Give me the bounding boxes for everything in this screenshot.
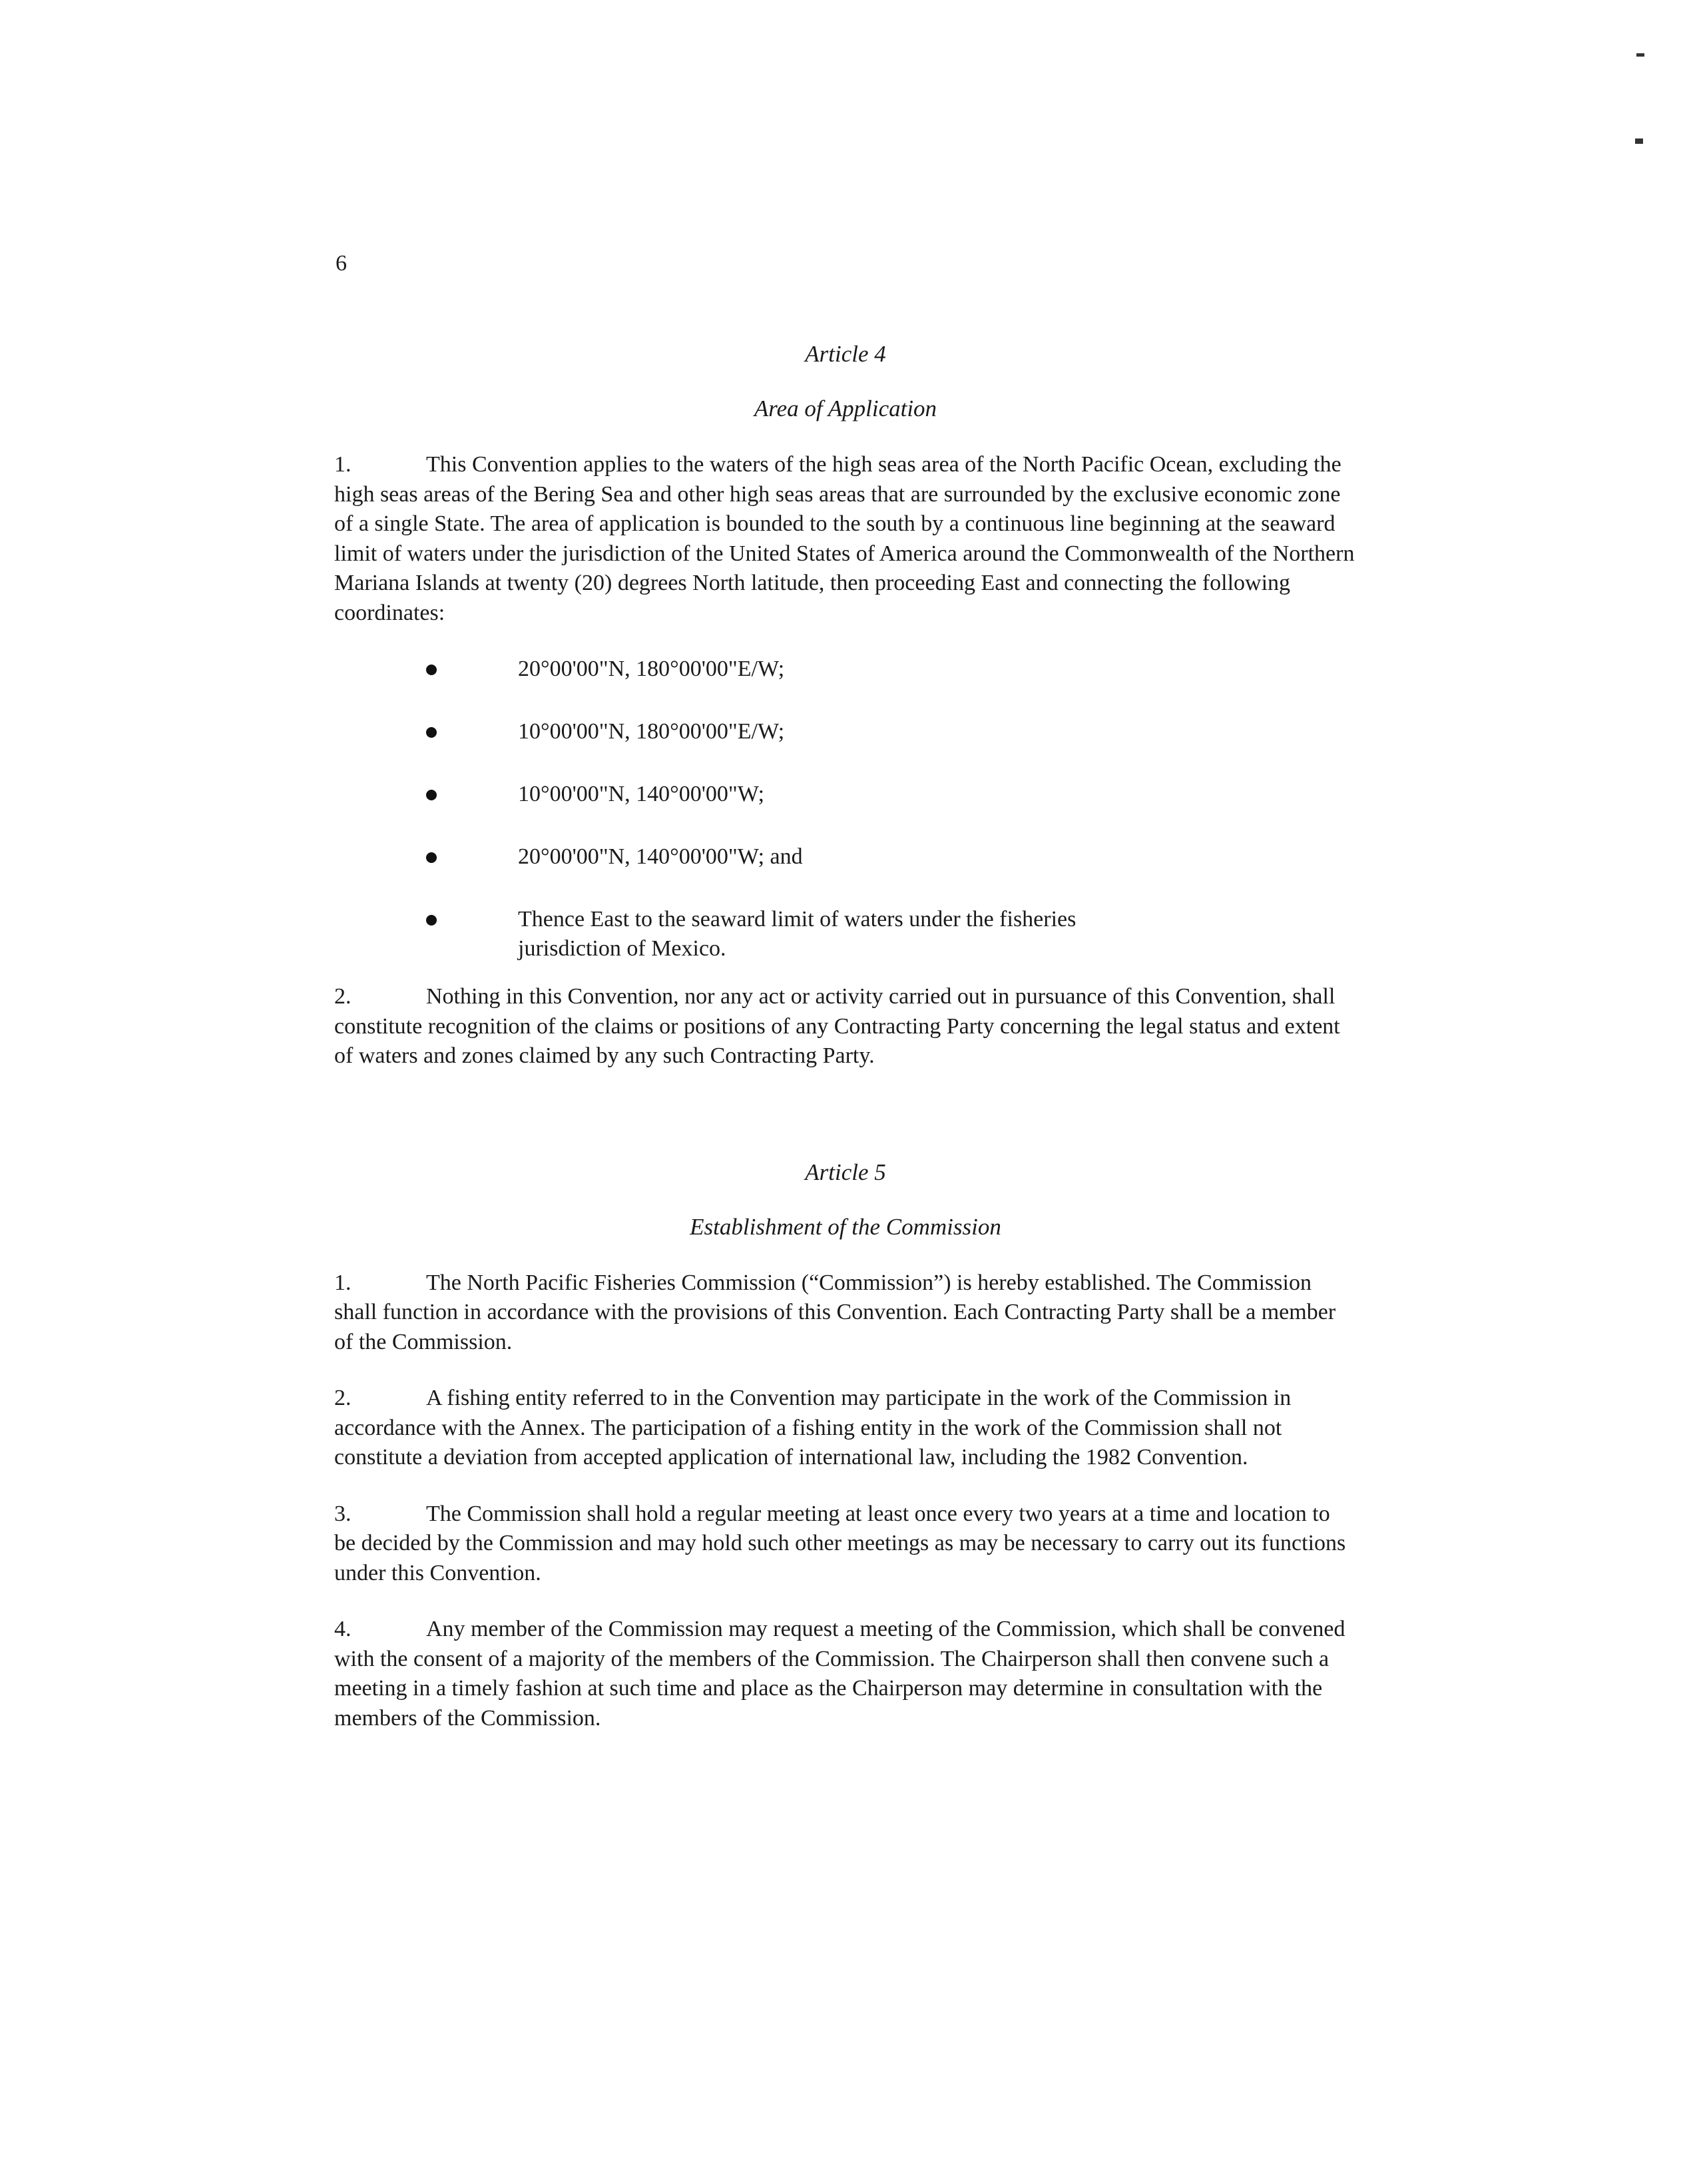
list-item xyxy=(334,655,1090,684)
list-item xyxy=(334,780,1090,809)
coordinate-text: 20°00'00"N, 180°00'00"E/W; xyxy=(518,657,785,681)
list-item xyxy=(334,905,1090,963)
paragraph xyxy=(334,1384,1357,1473)
scan-artifact-mark xyxy=(1636,53,1644,57)
paragraph-text: The Commission shall hold a regular meeting at least once every two years at a time and location to be decided by the Commission and may hold such other meetings as may be necessary to carry out its functions under this Convention. xyxy=(334,1501,1346,1585)
coordinate-text: 10°00'00"N, 140°00'00"W; xyxy=(518,782,765,806)
bullet-icon xyxy=(426,852,437,863)
paragraph-text: Nothing in this Convention, nor any act or activity carried out in pursuance of this Convention, shall constitute recognition of the claims or positions of any Contracting Party concerning the legal status and extent of waters and zones claimed by any such Contracting Party. xyxy=(334,984,1340,1068)
paragraph-number: 4. xyxy=(334,1617,352,1641)
bullet-icon xyxy=(426,915,437,926)
coordinate-text: Thence East to the seaward limit of waters under the fisheries jurisdiction of Mexico. xyxy=(518,907,1077,961)
article-subheading: Establishment of the Commission xyxy=(690,1213,1001,1240)
coordinate-text: 20°00'00"N, 140°00'00"W; and xyxy=(518,844,803,869)
paragraph xyxy=(334,1615,1357,1733)
paragraph xyxy=(334,1268,1357,1358)
paragraph-number: 1. xyxy=(334,1270,352,1295)
bullet-icon xyxy=(426,790,437,800)
paragraph xyxy=(334,450,1357,628)
bullet-icon xyxy=(426,665,437,675)
paragraph-number: 3. xyxy=(334,1501,352,1526)
paragraph xyxy=(334,982,1357,1071)
article-heading: Article 5 xyxy=(805,1159,886,1185)
paragraph-text: Any member of the Commission may request a meeting of the Commission, which shall be convened with the consent of a majority of the members of the Commission. The Chairperson shall then convene such a meeting in a timely fashion at such time and place as the Chairperson may determine in consultation with the members of the Commission. xyxy=(334,1617,1345,1731)
list-item xyxy=(334,842,1090,872)
paragraph-text: A fishing entity referred to in the Convention may participate in the work of the Commission in accordance with the Annex. The participation of a fishing entity in the work of the Commission shall not constitute a deviation from accepted application of international law, including the 1982 Convention. xyxy=(334,1386,1292,1470)
article-5 xyxy=(334,1158,1357,1734)
bullet-icon xyxy=(426,727,437,738)
article-heading: Article 4 xyxy=(805,341,886,367)
document-body xyxy=(334,340,1357,1733)
page-number: 6 xyxy=(336,251,347,276)
coordinate-text: 10°00'00"N, 180°00'00"E/W; xyxy=(518,719,785,744)
article-subheading: Area of Application xyxy=(754,396,937,421)
paragraph-number: 1. xyxy=(334,452,352,477)
coordinate-list xyxy=(334,655,1357,963)
paragraph-number: 2. xyxy=(334,984,352,1009)
paragraph xyxy=(334,1500,1357,1589)
paragraph-text: The North Pacific Fisheries Commission (“Commission”) is hereby established. The Commission shall function in accordance with the provisions of this Convention. Each Contracting Party shall be a member of the Commission. xyxy=(334,1270,1336,1354)
scan-artifact-mark xyxy=(1635,138,1643,144)
paragraph-number: 2. xyxy=(334,1386,352,1410)
list-item xyxy=(334,717,1090,746)
article-4 xyxy=(334,340,1357,1071)
paragraph-text: This Convention applies to the waters of the high seas area of the North Pacific Ocean, excluding the high seas areas of the Bering Sea and other high seas areas that are surrounded by the exclusive economic zone of a single State. The area of application is bounded to the south by a continuous line beginning at the seaward limit of waters under the jurisdiction of the United States of America around the Commonwealth of the Northern Mariana Islands at twenty (20) degrees North latitude, then proceeding East and connecting the following coordinates: xyxy=(334,452,1355,625)
